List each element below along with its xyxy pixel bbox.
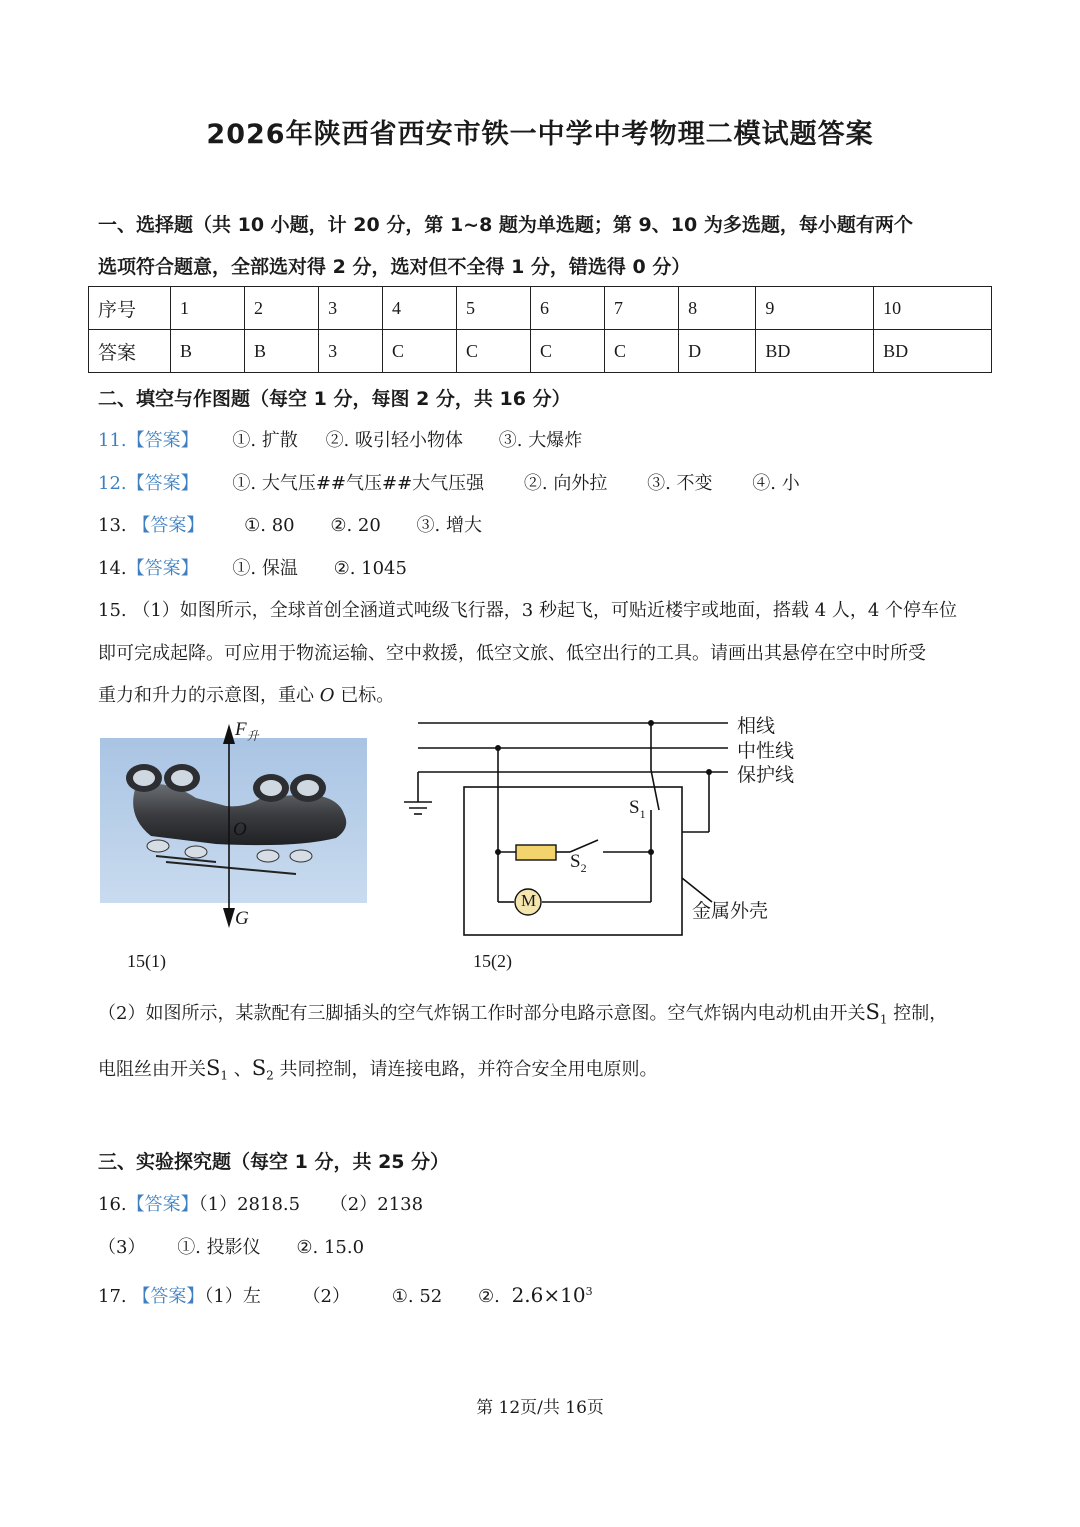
answer-exponent: 3 bbox=[585, 1285, 593, 1298]
figure-caption: 15(1) bbox=[127, 951, 166, 971]
text-span: 升 bbox=[246, 728, 259, 743]
fan-icon bbox=[260, 780, 282, 796]
text-span: 已标。 bbox=[334, 685, 395, 706]
answer-item: ②. bbox=[477, 1286, 500, 1307]
text-span: F bbox=[235, 719, 247, 740]
table-cell: D bbox=[679, 330, 756, 373]
answer-item: ②. 向外拉 bbox=[523, 473, 608, 494]
section2-heading: 二、填空与作图题（每空 1 分，每图 2 分，共 16 分） bbox=[98, 388, 571, 410]
fan-icon bbox=[171, 770, 193, 786]
text-span: 重力和升力的示意图，重心 bbox=[98, 685, 320, 706]
table-cell: 5 bbox=[456, 287, 530, 330]
table-cell: C bbox=[605, 330, 679, 373]
answer-item: ①. 扩散 bbox=[232, 430, 298, 451]
answer-line-q14 bbox=[98, 554, 407, 580]
question-number: 14. bbox=[98, 558, 127, 579]
switch-s1-label bbox=[629, 797, 646, 822]
answer-tag: 【答案】 bbox=[126, 558, 199, 579]
metal-shell-label: 金属外壳 bbox=[692, 900, 769, 922]
q15-part1-line3 bbox=[98, 681, 394, 707]
figure-caption: 15(2) bbox=[473, 951, 512, 971]
section1-heading-line2: 选项符合题意，全部选对得 2 分，选对但不全得 1 分，错选得 0 分） bbox=[98, 256, 691, 278]
answer-item: ①. 80 bbox=[244, 515, 295, 536]
answer-item: ②. 20 bbox=[330, 515, 381, 536]
answer-item: ①. 52 bbox=[391, 1286, 443, 1307]
question-number: 11. bbox=[98, 430, 127, 451]
arrow-head-icon bbox=[223, 724, 235, 744]
section3-heading: 三、实验探究题（每空 1 分，共 25 分） bbox=[98, 1151, 450, 1173]
answer-line-q13 bbox=[98, 511, 482, 537]
answer-item: ③. 增大 bbox=[416, 515, 482, 536]
table-cell: 3 bbox=[319, 287, 383, 330]
fan-icon bbox=[185, 846, 207, 858]
text-span: S bbox=[570, 851, 581, 872]
table-cell: C bbox=[382, 330, 456, 373]
answer-line-q16-part3 bbox=[98, 1233, 364, 1259]
answer-item: ③. 不变 bbox=[647, 473, 713, 494]
neutral-wire-label: 中性线 bbox=[737, 740, 795, 762]
answer-item: （2）2138 bbox=[329, 1194, 424, 1215]
table-cell: 6 bbox=[531, 287, 605, 330]
q15-part2-line1 bbox=[98, 999, 947, 1027]
page-title: 2026年陕西省西安市铁一中学中考物理二模试题答案 bbox=[206, 119, 874, 150]
answer-tag: 【答案】 bbox=[126, 430, 199, 451]
answer-item: ③. 大爆炸 bbox=[498, 430, 583, 451]
junction-dot bbox=[706, 769, 712, 775]
fan-icon bbox=[133, 770, 155, 786]
junction-dot bbox=[648, 849, 654, 855]
table-header-answer: 答案 bbox=[89, 330, 171, 373]
table-cell: 2 bbox=[245, 287, 319, 330]
text-span: 2 bbox=[580, 860, 587, 875]
answer-value: 2.6×10 bbox=[511, 1283, 586, 1307]
text-span: 、 bbox=[228, 1059, 252, 1080]
center-of-gravity-label: O bbox=[233, 819, 247, 840]
answer-tag: 【答案】 bbox=[126, 473, 199, 494]
answer-item: （1）左 bbox=[204, 1286, 261, 1307]
live-wire-label: 相线 bbox=[737, 715, 776, 737]
junction-dot bbox=[495, 745, 501, 751]
switch-s2-label bbox=[570, 851, 587, 876]
answer-line-q11 bbox=[98, 426, 582, 452]
table-cell: 1 bbox=[171, 287, 245, 330]
answer-item: ④. 小 bbox=[752, 473, 800, 494]
table-row-answers bbox=[89, 330, 992, 373]
table-row-numbers bbox=[89, 287, 992, 330]
answer-item: ②. 吸引轻小物体 bbox=[325, 430, 464, 451]
fan-icon bbox=[297, 780, 319, 796]
question-number: 13. bbox=[98, 515, 127, 536]
answer-line-q16 bbox=[98, 1190, 423, 1216]
table-cell: 4 bbox=[382, 287, 456, 330]
text-span: （2）如图所示，某款配有三脚插头的空气炸锅工作时部分电路示意图。空气炸锅内电动机由开关 bbox=[98, 1003, 866, 1024]
ground-wire-label: 保护线 bbox=[737, 764, 795, 786]
text-span: 1 bbox=[220, 1068, 229, 1083]
answer-line-q17 bbox=[98, 1282, 593, 1308]
junction-dot bbox=[495, 849, 501, 855]
answer-item: ①. 投影仪 bbox=[177, 1237, 261, 1258]
q15-part1-line1: 15. （1）如图所示，全球首创全涵道式吨级飞行器，3 秒起飞，可贴近楼宇或地面，搭载 4 人，4 个停车位 bbox=[98, 600, 958, 621]
answer-tag: 【答案】 bbox=[126, 1194, 199, 1215]
answer-tag: 【答案】 bbox=[132, 1286, 205, 1307]
fan-icon bbox=[147, 840, 169, 852]
gravity-force-label: G bbox=[235, 908, 249, 929]
table-cell: 8 bbox=[679, 287, 756, 330]
text-span: 1 bbox=[639, 806, 646, 821]
table-cell: B bbox=[171, 330, 245, 373]
text-span: 电阻丝由开关 bbox=[98, 1059, 206, 1080]
answer-item: ①. 保温 bbox=[232, 558, 298, 579]
answer-tag: 【答案】 bbox=[132, 515, 205, 536]
table-cell: 3 bbox=[319, 330, 383, 373]
motor-label: M bbox=[521, 891, 537, 910]
table-cell: BD bbox=[874, 330, 992, 373]
text-span: S bbox=[629, 797, 640, 818]
table-cell: 10 bbox=[874, 287, 992, 330]
page-footer: 第 12页/共 16页 bbox=[476, 1398, 604, 1418]
switch-s1-icon bbox=[651, 770, 659, 810]
resistor-icon bbox=[516, 845, 556, 860]
text-span: S bbox=[206, 1056, 221, 1080]
answer-table bbox=[88, 286, 992, 373]
text-span: 1 bbox=[879, 1012, 888, 1027]
answer-item: （1）2818.5 bbox=[198, 1194, 301, 1215]
q15-part2-line2 bbox=[98, 1055, 658, 1083]
text-span: S bbox=[865, 1000, 880, 1024]
section1-heading-line1: 一、选择题（共 10 小题，计 20 分，第 1~8 题为单选题；第 9、10 为多选题，每小题有两个 bbox=[98, 214, 913, 236]
table-header-number: 序号 bbox=[89, 287, 171, 330]
center-of-gravity-symbol: O bbox=[319, 685, 335, 706]
table-cell: BD bbox=[756, 330, 874, 373]
answer-item: （2） bbox=[302, 1286, 351, 1307]
table-cell: 7 bbox=[605, 287, 679, 330]
text-span: 共同控制，请连接电路，并符合安全用电原则。 bbox=[273, 1059, 658, 1080]
fan-icon bbox=[290, 850, 312, 862]
answer-item: ②. 1045 bbox=[333, 558, 407, 579]
text-span: 2 bbox=[266, 1068, 274, 1083]
text-span: 控制， bbox=[887, 1003, 948, 1024]
question-number: 12. bbox=[98, 473, 127, 494]
table-cell: C bbox=[531, 330, 605, 373]
fan-icon bbox=[257, 850, 279, 862]
answer-item: ①. 大气压##气压##大气压强 bbox=[232, 473, 485, 494]
arrow-head-icon bbox=[223, 908, 235, 928]
junction-dot bbox=[648, 720, 654, 726]
question-number: 16. bbox=[98, 1194, 127, 1215]
table-cell: 9 bbox=[756, 287, 874, 330]
answer-item: （3） bbox=[98, 1237, 146, 1258]
table-cell: B bbox=[245, 330, 319, 373]
lift-force-label bbox=[235, 719, 259, 744]
table-cell: C bbox=[456, 330, 530, 373]
question-number: 17. bbox=[98, 1286, 127, 1307]
answer-item: ②. 15.0 bbox=[296, 1237, 365, 1258]
text-span: S bbox=[251, 1056, 267, 1080]
answer-line-q12 bbox=[98, 469, 800, 495]
q15-part1-line2: 即可完成起降。可应用于物流运输、空中救援，低空文旅、低空出行的工具。请画出其悬停在空中时所受 bbox=[98, 643, 926, 664]
